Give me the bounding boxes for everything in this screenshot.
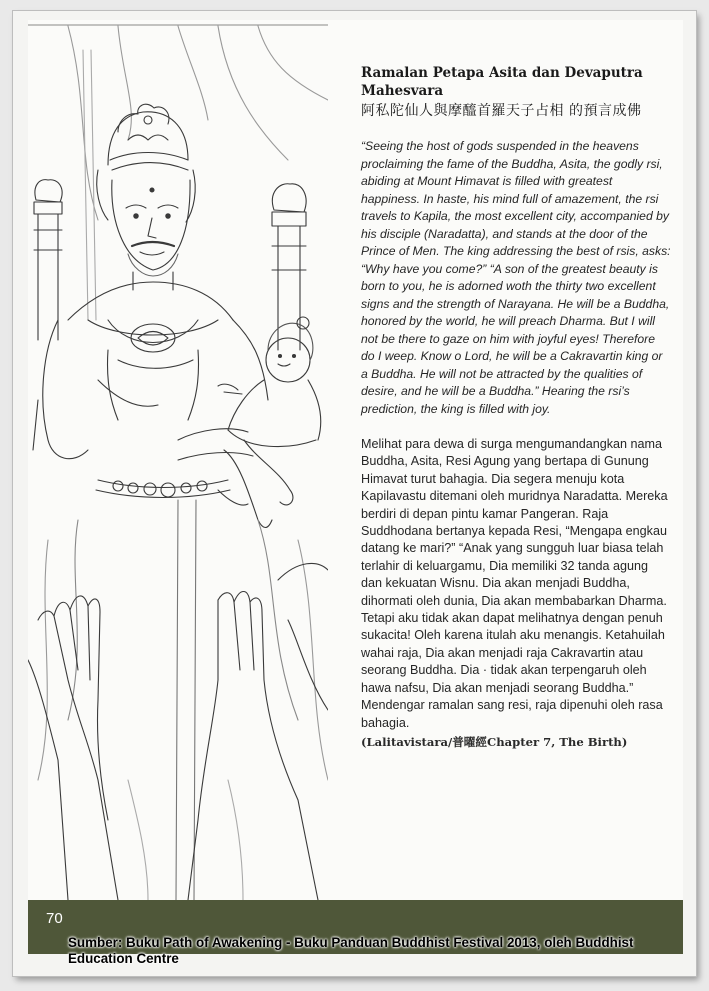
page-title: Ramalan Petapa Asita dan Devaputra Mahesvara	[361, 65, 643, 99]
source-citation: (Lalitavistara/普曜經Chapter 7, The Birth)	[361, 734, 628, 749]
chinese-title: 阿私陀仙人與摩醯首羅天子占相 的預言成佛	[361, 103, 642, 119]
indonesian-passage: Melihat para dewa di surga mengumandangkan nama Buddha, Asita, Resi Agung yang bertapa di Gunung Himavat turut bahagia. Dia segera menuju kota Kapilavastu ditemani oleh muridnya Naradatta. Mereka berdiri di depan pintu kamar Pangeran. Raja Suddhodana bertanya kepada Resi, “Mengapa engkau datang ke mari?” “Anak yang sungguh luar biasa telah terlahir di keluargamu, Dia memiliki 32 tanda agung dan kekuatan Wisnu. Dia akan menjadi Buddha, dihormati oleh dunia, Dia akan membabarkan Dharma. Tetapi aku tidak akan dapat melihatnya dengan penuh sukacita! Oleh karena itulah aku menangis. Ketahuilah wahai raja, Dia akan menjadi raja Cakravartin atau seorang Buddha. Dia · tidak akan terpengaruh oleh hawa nafsu, Dia akan menjadi seorang Buddha.” Mendengar ramalan sang resi, raja dipenuhi oleh rasa bahagia.	[361, 437, 668, 730]
text-column	[361, 64, 671, 750]
king-holding-infant-illustration	[28, 20, 328, 900]
book-page	[28, 20, 683, 954]
page-number: 70	[46, 910, 63, 927]
english-passage: “Seeing the host of gods suspended in the heavens proclaiming the fame of the Buddha, Asita, the godly rsi, abiding at Mount Himavat is filled with greatest happiness. In haste, his mind full of amazement, the rsi travels to Kapila, the most excellent city, accompanied by his disciple (Naradatta), and stands at the door of the Prince of Men. The king addressing the best of rsis, asks: “Why have you come?” “A son of the greatest beauty is born to you, he is adorned woth the thirty two excellent signs and the strength of Narayana. He will be a Buddha, honored by the world, he will preach Dharma. But I will not be there to gaze on him with joyful eyes! Therefore do I weep. Know o Lord, he will be a Cakravartin king or a Buddha. He will not be attracted by the qualities of desire, and he will be a Buddha.” Hearing the rsi’s prediction, the king is filled with joy.	[361, 139, 671, 416]
source-caption: Sumber: Buku Path of Awakening - Buku Panduan Buddhist Festival 2013, oleh Buddhist Education Centre	[68, 935, 634, 966]
